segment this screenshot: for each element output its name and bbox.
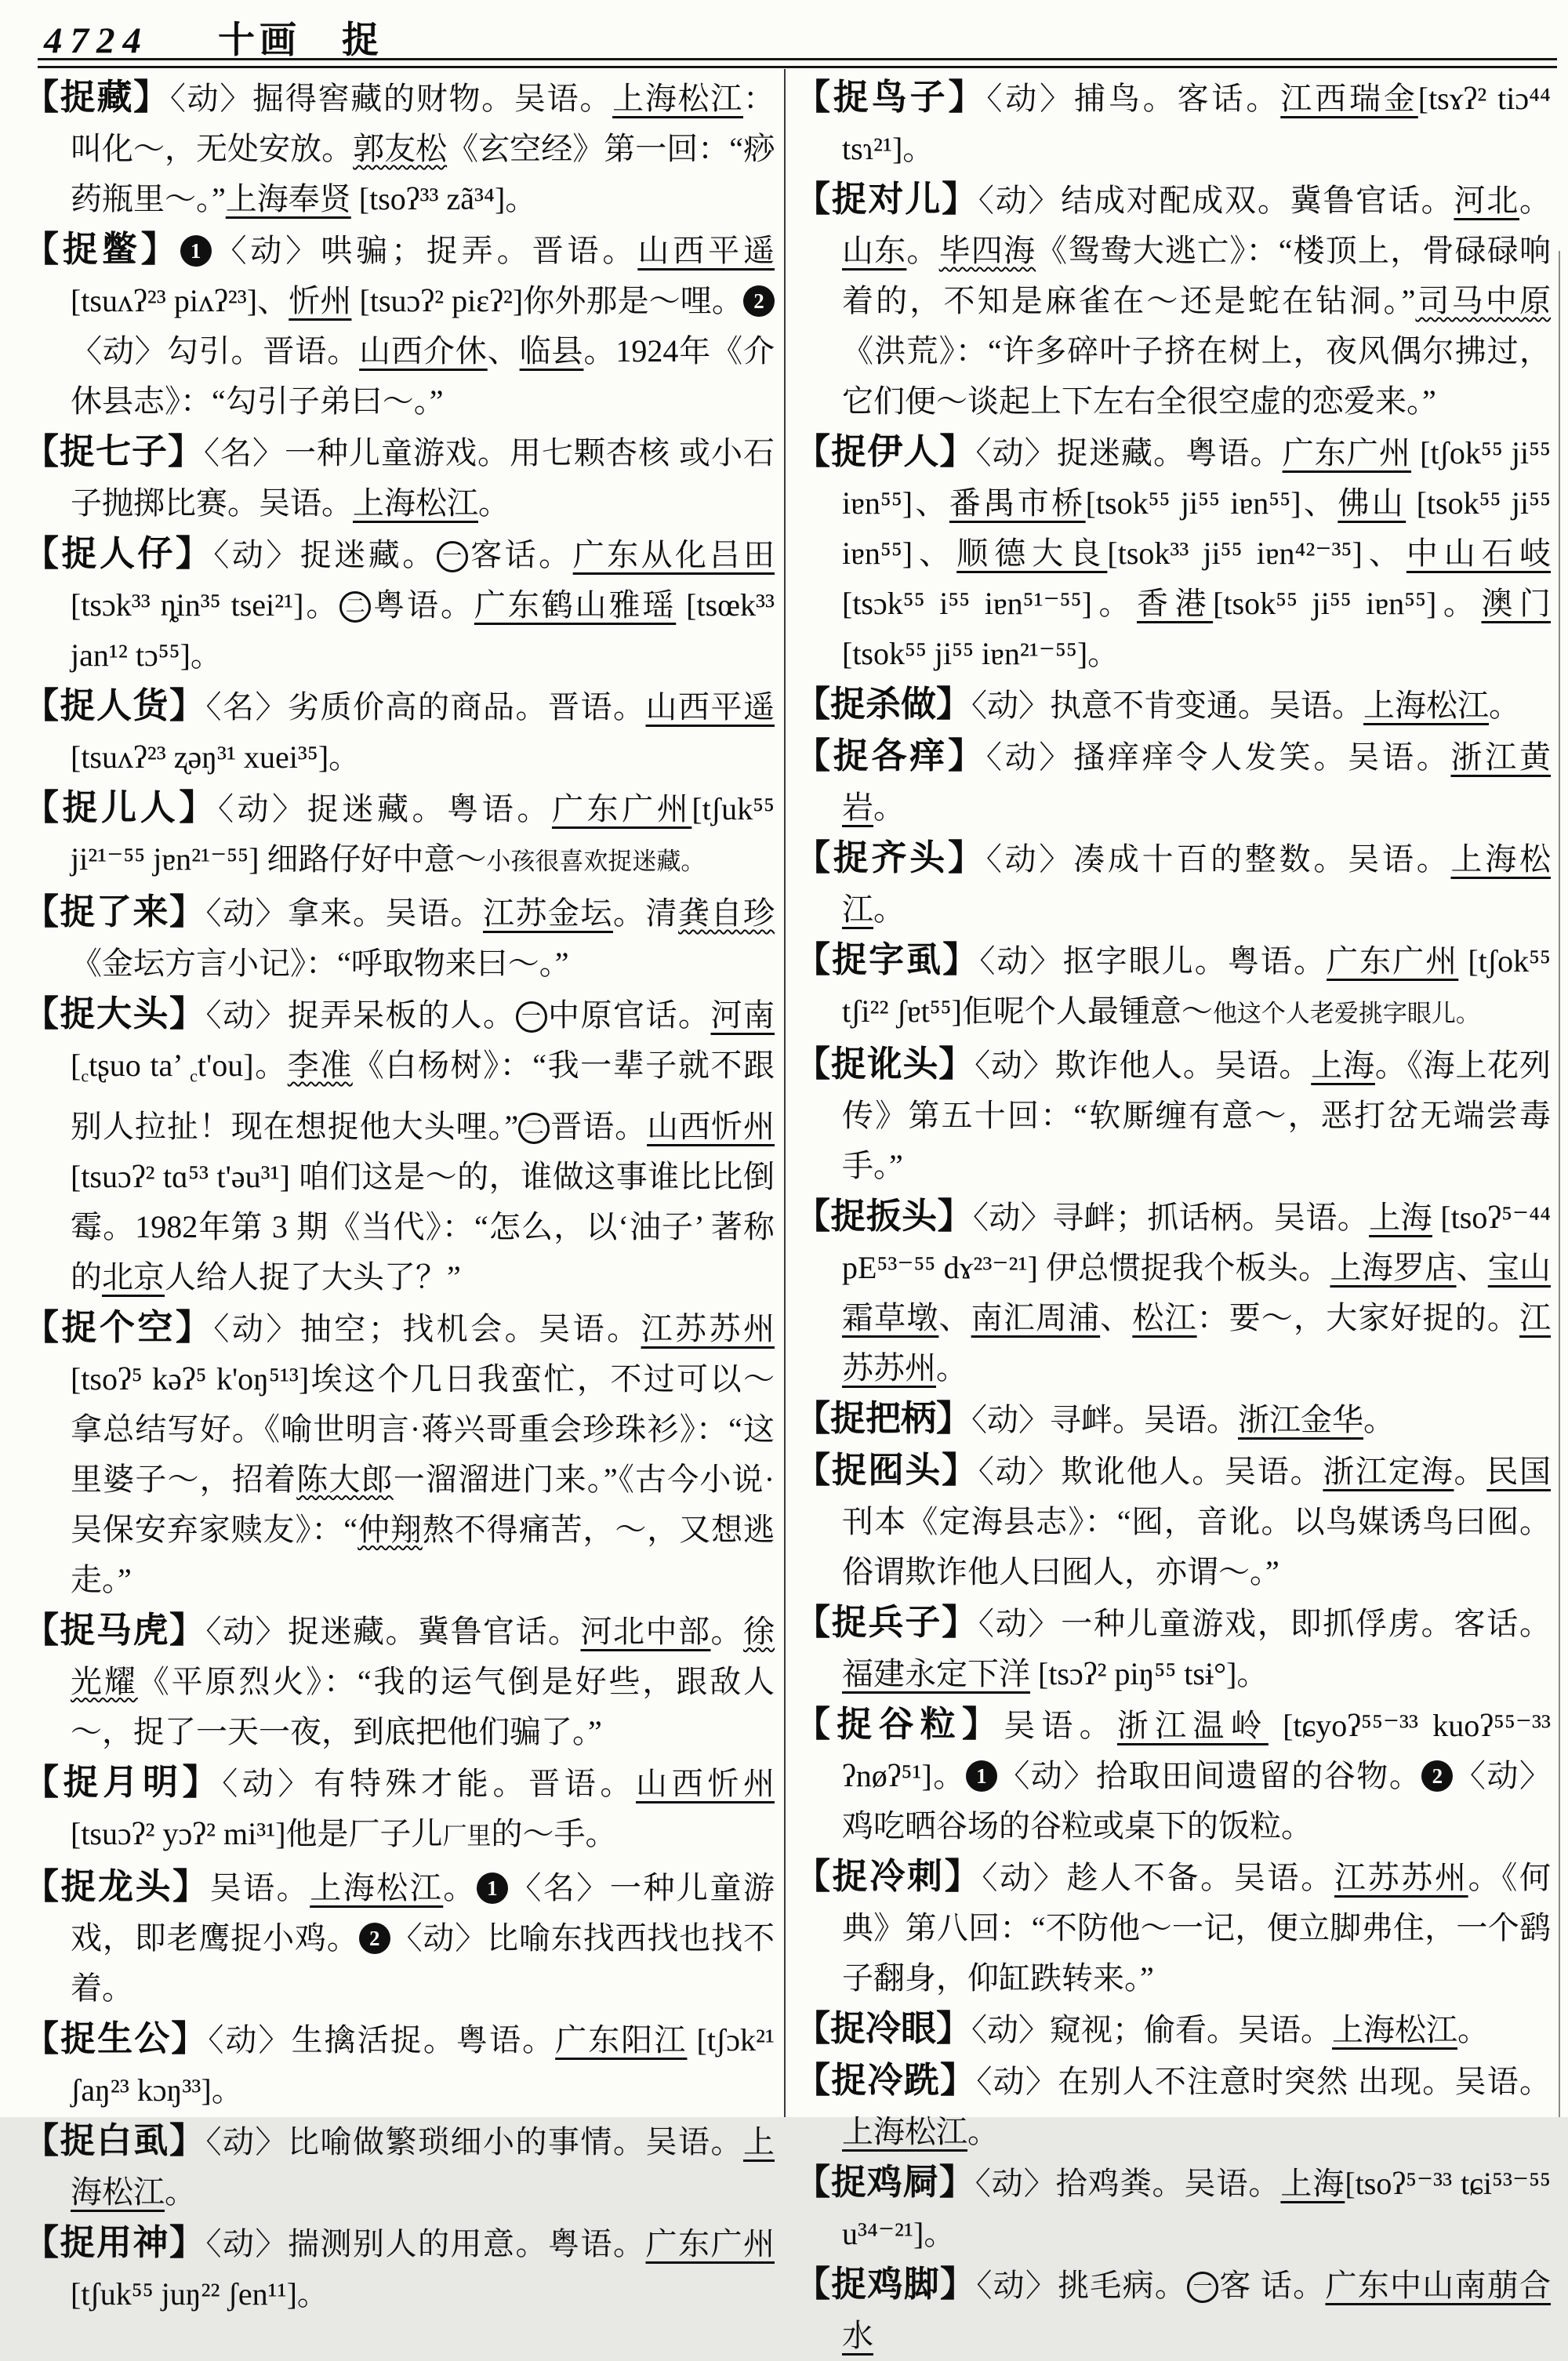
entry-headword: 【捉冷刺】 (795, 1857, 982, 1896)
entry-headword: 【捉人仔】 (24, 534, 214, 573)
entry-headword: 【捉齐头】 (795, 838, 986, 877)
entry-headword: 【捉个空】 (24, 1307, 214, 1347)
entry-body: 〈动〉比喻做繁琐细小的事情。吴语。上海松江。 (71, 2123, 775, 2210)
entry-body: 〈名〉一种儿童游戏。用七颗杏核 或小石子抛掷比赛。吴语。上海松江。 (71, 435, 775, 521)
section-character: 捉 (342, 20, 379, 61)
dict-entry (795, 1851, 1551, 2003)
entry-body: 〈动〉捉迷藏。粤语。广东广州 [tʃok⁵⁵ ji⁵⁵ iɐn⁵⁵]、番禺市桥[tsok⁵⁵ ji⁵⁵ iɐn⁵⁵]、佛山 [tsok⁵⁵ ji⁵⁵ iɐn⁵⁵]、顺德大良[tsok³³ ji⁵⁵ iɐn⁴²⁻³⁵]、中山石岐[tsɔk⁵⁵ i⁵⁵ iɐn⁵¹⁻⁵⁵]。香港[tsok⁵⁵ ji⁵⁵ iɐn⁵⁵]。澳门 [tsok⁵⁵ ji⁵⁵ iɐn²¹⁻⁵⁵]。 (842, 435, 1552, 671)
entry-headword: 【捉人货】 (24, 686, 206, 725)
dict-entry (24, 1605, 775, 1757)
entry-headword: 【捉鳖】 (24, 230, 180, 269)
entry-headword: 【捉囮头】 (795, 1451, 978, 1490)
entry-headword: 【捉把柄】 (795, 1399, 972, 1438)
entry-headword: 【捉扳头】 (795, 1197, 973, 1236)
dict-entry (24, 1757, 775, 1862)
entry-body: 〈动〉有特殊才能。晋语。山西忻州 [tsuɔʔ² yɔʔ² mi³¹]他是厂子儿厂里的～手。 (71, 1765, 775, 1851)
entry-headword: 【捉月明】 (24, 1762, 223, 1802)
entry-headword: 【捉谷粒】 (795, 1705, 1004, 1744)
dict-entry (795, 2055, 1551, 2157)
entry-headword: 【捉儿人】 (24, 788, 218, 827)
entry-headword: 【捉藏】 (24, 78, 170, 117)
entry-headword: 【捉伊人】 (795, 432, 976, 471)
entry-headword: 【捉鸡脚】 (795, 2265, 977, 2304)
dict-entry (795, 2003, 1551, 2055)
entry-body: 〈动〉抽空；找机会。吴语。江苏苏州 [tsoʔ⁵ kəʔ⁵ k'oŋ⁵¹³]埃这个几日我蛮忙，不过可以～拿总结写好。《喻世明言·蒋兴哥重会珍珠衫》：“这里婆子～，招着陈大郎一溜溜进门来。”《古今小说·吴保安弃家赎友》：“仲翔熬不得痛苦，～，又想逃走。” (71, 1310, 775, 1597)
entry-body: 〈动〉捉迷藏。 一 客话。广东从化吕田[tsɔk³³ ȵin³⁵ tsei²¹]。 二 粤语。广东鹤山雅瑶 [tsœk³³ jan¹² tɔ⁵⁵]。 (71, 537, 775, 673)
entry-headword: 【捉冷眼】 (795, 2009, 972, 2048)
dict-entry (24, 681, 775, 783)
dict-entry (24, 989, 775, 1302)
column-divider (784, 69, 786, 2117)
entry-body: 〈动〉窥视；偷看。吴语。上海松江。 (971, 2012, 1490, 2047)
entry-headword: 【捉冷跣】 (795, 2061, 977, 2100)
dict-entry (795, 1597, 1551, 1699)
entry-body: 1 〈动〉哄骗；捉弄。晋语。山西平遥 [tsuʌʔ²³ piʌʔ²³]、忻州 [tsuɔʔ² piɛʔ²]你外那是～哩。 2〈动〉勾引。晋语。山西介休、临县。1924年《介休县志》：“勾引子弟曰～。” (71, 233, 775, 419)
entry-headword: 【捉七子】 (24, 432, 204, 471)
dict-entry (795, 1445, 1551, 1597)
entry-headword: 【捉龙头】 (24, 1866, 210, 1906)
entry-body: 〈动〉一种儿童游戏，即抓俘虏。客话。福建永定下洋 [tsɔʔ² piŋ⁵⁵ tsɨ°]。 (842, 1606, 1551, 1691)
dict-entry (795, 679, 1551, 731)
entry-body: 〈动〉欺讹他人。吴语。浙江定海。民国刊本《定海县志》：“囮，音讹。以鸟媒诱鸟曰囮。俗谓欺诈他人曰囮人，亦谓～。” (842, 1454, 1552, 1589)
entry-body: 〈动〉寻衅。吴语。浙江金华。 (971, 1402, 1396, 1437)
dict-entry (795, 1393, 1551, 1445)
entry-body: 〈动〉抠字眼儿。粤语。广东广州 [tʃok⁵⁵ tʃi²² ʃɐt⁵⁵]佢呢个人最锺意～他这个人老爱挑字眼儿。 (842, 943, 1552, 1029)
entry-headword: 【捉用神】 (24, 2222, 206, 2262)
entry-headword: 【捉兵子】 (795, 1603, 978, 1642)
entry-body: 〈动〉捉迷藏。冀鲁官话。河北中部。徐光耀《平原烈火》：“我的运气倒是好些，跟敌人～，捉了一天一夜，到底把他们骗了。” (71, 1613, 775, 1749)
entry-headword: 【捉字虱】 (795, 940, 980, 979)
entry-body: 吴语。上海松江。 1 〈名〉一种儿童游戏，即老鹰捉小鸡。 2 〈动〉比喻东找西找也找不着。 (71, 1869, 775, 2006)
entry-body: 〈动〉捕鸟。客话。江西瑞金[tsɤʔ² tiɔ⁴⁴ tsɿ²¹]。 (842, 81, 1551, 166)
entry-body: 〈动〉揣测别人的用意。粤语。广东广州 [tʃuk⁵⁵ juŋ²² ʃen¹¹]。 (71, 2225, 775, 2312)
entry-body: 〈动〉凑成十百的整数。吴语。上海松江。 (842, 841, 1551, 927)
entry-body: 〈动〉趁人不备。吴语。江苏苏州。《何典》第八回：“不防他～一记，便立脚弗住，一个鹞子翻身，仰缸跌转来。” (842, 1860, 1552, 1996)
dict-entry (795, 2259, 1551, 2361)
entry-headword: 【捉生公】 (24, 2018, 209, 2058)
entry-headword: 【捉大头】 (24, 994, 206, 1033)
page-edge-line (1559, 251, 1560, 2117)
entry-headword: 【捉马虎】 (24, 1610, 206, 1650)
dict-entry (795, 2157, 1551, 2259)
dict-entry (795, 174, 1551, 427)
entry-headword: 【捉鸡屙】 (795, 2163, 975, 2202)
dict-entry (795, 1699, 1551, 1851)
dict-entry (24, 529, 775, 681)
stroke-count-section: 十画 (218, 20, 301, 61)
entry-body: 〈动〉执意不肯变通。吴语。上海松江。 (971, 688, 1521, 723)
page-header (44, 11, 379, 64)
entry-headword: 【捉白虱】 (24, 2120, 206, 2160)
dict-entry (795, 72, 1551, 174)
entry-body: 吴语。浙江温岭 [tɕyoʔ⁵⁵⁻³³ kuoʔ⁵⁵⁻³³ ʔnøʔ⁵¹]。 1 〈动〉拾取田间遗留的谷物。 2 〈动〉鸡吃晒谷场的谷粒或桌下的饭粒。 (842, 1708, 1552, 1843)
entry-body: 〈动〉欺诈他人。吴语。上海。《海上花列传》第五十回：“软厮缠有意～，恶打岔无端尝毒手。” (842, 1048, 1552, 1183)
header-rule (38, 58, 1557, 68)
dict-entry (24, 2014, 775, 2116)
dict-entry (795, 935, 1551, 1039)
entry-body: 〈动〉掘得窖藏的财物。吴语。上海松江：叫化～，无处安放。郭友松《玄空经》第一回：“痧药瓶里～。”上海奉贤 [tsoʔ³³ zã³⁴]。 (71, 81, 775, 216)
entry-headword: 【捉对儿】 (795, 180, 978, 219)
entry-body: 〈动〉结成对配成双。冀鲁官话。河北。山东。毕四海《鸳鸯大逃亡》：“楼顶上，骨碌碌响着的，不知是麻雀在～还是蛇在钻洞。”司马中原《洪荒》：“许多碎叶子挤在树上，夜风偶尔拂过，它们便～谈起上下左右全很空虚的恋爱来。” (842, 183, 1552, 419)
entry-headword: 【捉鸟子】 (795, 78, 987, 117)
dict-entry (24, 427, 775, 529)
entry-body: 〈名〉劣质价高的商品。晋语。山西平遥 [tsuʌʔ²³ ʐəŋ³¹ xuei³⁵]。 (71, 689, 775, 775)
entry-body: 〈动〉在别人不注意时突然 出现。吴语。上海松江。 (842, 2064, 1551, 2149)
entry-body: 〈动〉搔痒痒令人发笑。吴语。浙江黄岩。 (842, 739, 1551, 825)
entry-body: 〈动〉拾鸡粪。吴语。上海[tsoʔ⁵⁻³³ tɕi⁵³⁻⁵⁵ u³⁴⁻²¹]。 (842, 2166, 1551, 2251)
dict-entry (24, 1302, 775, 1605)
entry-body: 〈动〉捉迷藏。粤语。广东广州[tʃuk⁵⁵ ji²¹⁻⁵⁵ jɐn²¹⁻⁵⁵] 细路仔好中意～小孩很喜欢捉迷藏。 (71, 791, 775, 877)
dict-entry (795, 833, 1551, 935)
entry-body: 〈动〉挑毛病。 一 客 话。广东中山南萠合水 (842, 2268, 1552, 2353)
entry-headword: 【捉了来】 (24, 892, 206, 932)
dict-entry (24, 1862, 775, 2014)
entry-body: 〈动〉生擒活捉。粤语。广东阳江 [tʃɔk²¹ ʃaŋ²³ kɔŋ³³]。 (71, 2021, 775, 2108)
entry-headword: 【捉杀做】 (795, 685, 972, 724)
column-right (795, 72, 1551, 2361)
entry-body: 〈动〉拿来。吴语。江苏金坛。清龚自珍《金坛方言小记》：“呼取物来曰～。” (71, 895, 775, 981)
dict-entry (795, 731, 1551, 833)
entry-headword: 【捉讹头】 (795, 1044, 975, 1084)
dict-entry (24, 224, 775, 427)
dict-entry (795, 427, 1551, 679)
dict-entry (24, 783, 775, 887)
dict-entry (24, 2116, 775, 2218)
dict-entry (24, 72, 775, 224)
column-left (24, 72, 775, 2319)
page-number: 4724 (44, 20, 149, 61)
entry-body: 〈动〉捉弄呆板的人。 一 中原官话。河南 [ctʂuo ta’ ct'ou]。李准《白杨树》：“我一辈子就不跟别人拉扯！现在想捉他大头哩。” 二 晋语。山西忻州[tsuɔʔ² tɑ⁵³ t'əu³¹] 咱们这是～的，谁做这事谁比比倒霉。1982年第 3 期《当代》：“怎么，以‘油子’ 著称的北京人给人捉了大头了？” (71, 997, 775, 1295)
entry-body: 〈动〉寻衅；抓话柄。吴语。上海 [tsoʔ⁵⁻⁴⁴ pE⁵³⁻⁵⁵ dɤ²³⁻²¹] 伊总惯捉我个板头。上海罗店、宝山霜草墩、南汇周浦、松江：要～，大家好捉的。江苏苏州。 (842, 1200, 1552, 1386)
dict-entry (795, 1191, 1551, 1393)
dict-entry (795, 1039, 1551, 1191)
dict-entry (24, 887, 775, 989)
dict-entry (24, 2218, 775, 2319)
entry-headword: 【捉各痒】 (795, 736, 986, 775)
